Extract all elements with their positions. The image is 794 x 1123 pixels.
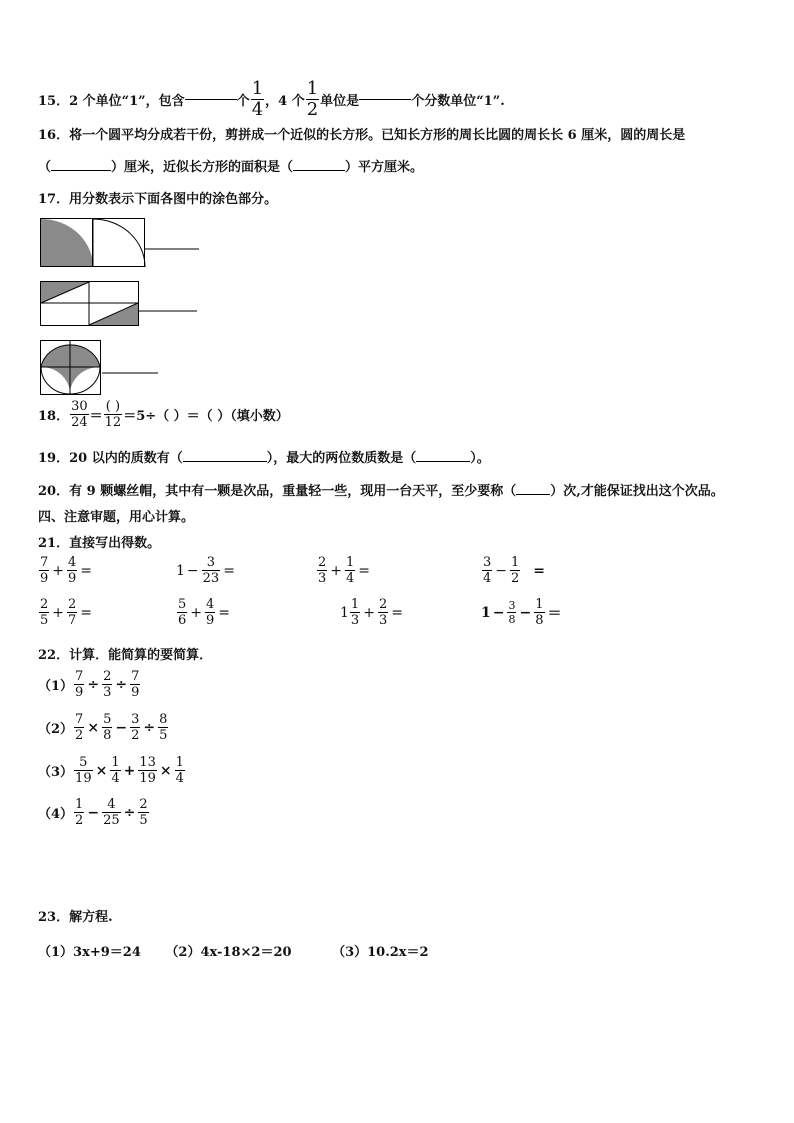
q21-item-7: 1 $\frac{1}{3}$ + $\frac{2}{3}$ = <box>340 597 403 628</box>
section-4-heading: 四、注意审题，用心计算。 <box>38 510 195 525</box>
question-22-title: 22．计算．能简算的要简算． <box>38 648 213 663</box>
q16-blank-2[interactable] <box>293 170 345 171</box>
q15-text-3: ，4 个 <box>265 94 305 109</box>
q20-text-2: ）次,才能保证找出这个次品。 <box>550 484 724 499</box>
q15-fraction-2: $\frac{1}{2}$ <box>306 78 319 120</box>
q16-text-1: （ <box>38 160 52 175</box>
q19-blank-1[interactable] <box>183 461 267 462</box>
figure-quarter-circles <box>40 218 200 268</box>
q18-equals: ＝ <box>89 409 103 424</box>
q15-fraction-1: $\frac{1}{4}$ <box>251 78 264 120</box>
question-20 <box>38 480 724 499</box>
question-18 <box>38 400 289 429</box>
q23-equations <box>38 941 429 960</box>
question-19 <box>38 447 490 466</box>
question-23-title: 23．解方程. <box>38 910 113 925</box>
q16-text-2: ）厘米，近似长方形的面积是（ <box>111 160 294 175</box>
q19-blank-2[interactable] <box>416 461 470 462</box>
question-16-line-1: 16．将一个圆平均分成若干份，剪拼成一个近似的长方形。已知长方形的周长比圆的周长长 6 厘米，圆的周长是 <box>38 128 686 143</box>
q20-text-1: 20．有 9 颗螺丝帽，其中有一颗是次品，重量轻一些，现用一台天平，至少要称（ <box>38 484 517 499</box>
q15-text-4: 单位是 <box>320 94 360 109</box>
q20-blank-1[interactable] <box>516 494 550 495</box>
q21-item-2: 1 − $\frac{3}{23}$ = <box>176 555 235 586</box>
q15-blank-2[interactable] <box>359 99 411 100</box>
q16-text-3: ）平方厘米。 <box>345 160 424 175</box>
q21-item-6: $\frac{5}{6}$ + $\frac{4}{9}$ = <box>178 597 231 628</box>
q22-item-3: （3） $\frac{5}{19}$ × $\frac{1}{4}$ + $\frac{13}{19}$ × $\frac{1}{4}$ <box>38 755 184 786</box>
q21-item-1: $\frac{7}{9}$ + $\frac{4}{9}$ = <box>40 555 93 586</box>
q19-text-1: 19．20 以内的质数有（ <box>38 451 183 466</box>
q18-text: ＝5÷（ ）＝（ ）（填小数） <box>123 409 289 424</box>
q21-item-4: $\frac{3}{4}$ − $\frac{1}{2}$ = <box>483 555 546 586</box>
q21-item-8: 1 − $\frac{3}{8}$ − $\frac{1}{8}$ ＝ <box>481 597 562 628</box>
q15-blank-1[interactable] <box>185 99 237 100</box>
q18-fraction-1: $\frac{30}{24}$ <box>71 399 88 430</box>
question-21-title: 21．直接写出得数。 <box>38 536 161 551</box>
q22-item-1: （1） $\frac{7}{9}$ ÷ $\frac{2}{3}$ ÷ $\frac{7}{9}$ <box>38 669 140 700</box>
q15-text-1: 15．2 个单位“1”，包含 <box>38 94 185 109</box>
q22-item-4: （4） $\frac{1}{2}$ − $\frac{4}{25}$ ÷ $\frac{2}{5}$ <box>38 797 148 828</box>
question-17: 17．用分数表示下面各图中的涂色部分。 <box>38 192 278 207</box>
q23-equation-1: （1）3x+9＝24 <box>38 945 141 960</box>
figure-semicircle-square <box>40 340 162 396</box>
question-16-line-2 <box>38 156 423 175</box>
q15-text-2: 个 <box>236 94 250 109</box>
q21-item-5: $\frac{2}{5}$ + $\frac{2}{7}$ = <box>40 597 93 628</box>
q19-text-2: ），最大的两位数质数是（ <box>266 451 417 466</box>
q15-text-5: 个分数单位“1”. <box>411 94 505 109</box>
q16-blank-1[interactable] <box>51 170 111 171</box>
q22-item-2: （2） $\frac{7}{2}$ × $\frac{5}{8}$ − $\frac{3}{2}$ ÷ $\frac{8}{5}$ <box>38 712 168 743</box>
q23-equation-2: （2）4x-18×2＝20 <box>165 945 292 960</box>
figure-triangles-rectangle <box>40 281 200 327</box>
q18-fraction-2[interactable]: $\frac{( )}{12}$ <box>104 399 122 430</box>
question-15 <box>38 80 505 119</box>
q23-equation-3: （3）10.2x＝2 <box>332 945 429 960</box>
q19-text-3: ）。 <box>470 451 490 466</box>
q21-item-3: $\frac{2}{3}$ + $\frac{1}{4}$ = <box>318 555 371 586</box>
q18-number: 18． <box>38 409 70 424</box>
